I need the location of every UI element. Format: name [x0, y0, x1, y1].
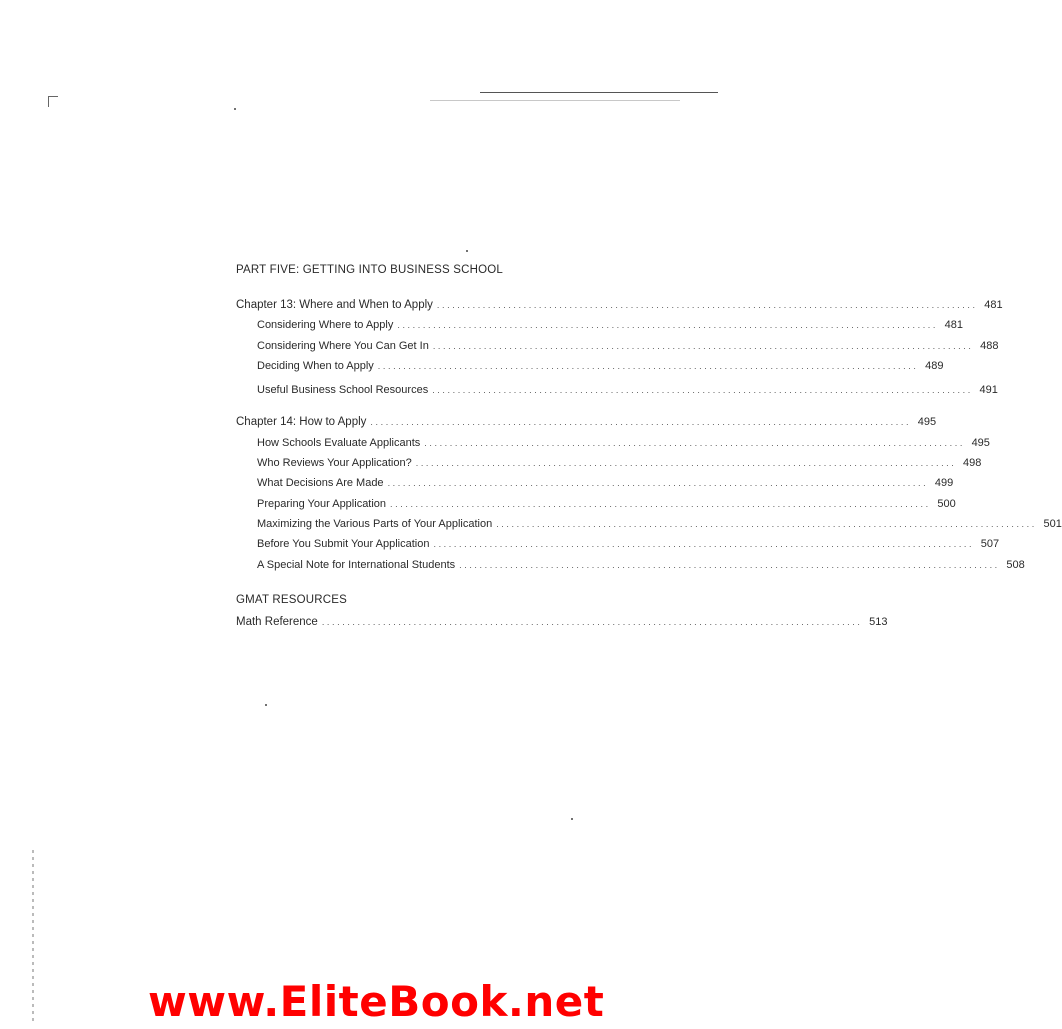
- toc-page-number: 513: [869, 615, 888, 628]
- toc-entry-label: Before You Submit Your Application: [257, 538, 430, 551]
- toc-page-number: 481: [984, 299, 1003, 311]
- toc-entry[interactable]: [236, 534, 1000, 554]
- toc-entry-label: Chapter 13: Where and When to Apply: [236, 299, 433, 311]
- scan-speck: [571, 818, 573, 820]
- scan-speck: [466, 250, 468, 252]
- dot-leader: ..........................................................................................................: [436, 300, 978, 310]
- toc-entry-label: Useful Business School Resources: [257, 384, 429, 397]
- toc-entry-label: What Decisions Are Made: [257, 477, 384, 490]
- dot-leader: ..........................................................................................................: [387, 478, 929, 489]
- toc-entry-label: How Schools Evaluate Applicants: [257, 436, 421, 449]
- dot-leader: ..........................................................................................................: [433, 539, 975, 550]
- toc-entry[interactable]: [236, 514, 1062, 534]
- toc-entry-label: Math Reference: [236, 615, 318, 628]
- toc-page-number: 491: [979, 384, 998, 397]
- toc-entry[interactable]: [236, 473, 954, 493]
- toc-entry[interactable]: [236, 433, 990, 453]
- dot-leader: ..........................................................................................................: [496, 518, 1037, 529]
- dot-leader: ..........................................................................................................: [459, 559, 1000, 570]
- toc-page-number: 488: [980, 339, 999, 352]
- dot-leader: ..........................................................................................................: [424, 437, 965, 448]
- toc-entry[interactable]: [236, 494, 956, 514]
- toc-entry-label: Considering Where to Apply: [257, 319, 394, 332]
- toc-page-number: 495: [917, 416, 937, 429]
- table-of-contents: [236, 262, 1062, 632]
- toc-page-number: 481: [944, 319, 964, 332]
- dot-leader: ..........................................................................................................: [415, 458, 957, 469]
- toc-entry[interactable]: [236, 315, 964, 335]
- toc-page-number: 501: [1043, 517, 1062, 530]
- scan-rule-line: [480, 92, 718, 93]
- part-heading: PART FIVE: GETTING INTO BUSINESS SCHOOL: [236, 264, 504, 276]
- toc-page-number: 499: [934, 477, 954, 490]
- scan-rule-faint: [430, 100, 680, 101]
- spacer: [236, 575, 680, 592]
- toc-math-reference[interactable]: [236, 612, 888, 632]
- toc-entry-label: Who Reviews Your Application?: [257, 457, 412, 470]
- toc-entry-label: Maximizing the Various Parts of Your Application: [257, 517, 493, 530]
- scan-speck: [234, 108, 236, 110]
- scan-corner-mark: [48, 96, 58, 107]
- toc-entry[interactable]: [236, 380, 998, 400]
- toc-page-number: 507: [980, 538, 1000, 551]
- toc-chapter-13[interactable]: [236, 295, 1003, 315]
- dot-leader: ..........................................................................................................: [390, 498, 931, 509]
- resources-heading: GMAT RESOURCES: [236, 593, 347, 606]
- toc-page-number: 508: [1006, 558, 1025, 571]
- toc-entry-label: A Special Note for International Students: [257, 558, 456, 571]
- watermark-link[interactable]: www.EliteBook.net: [148, 977, 605, 1026]
- dot-leader: ..........................................................................................................: [432, 385, 973, 396]
- toc-entry[interactable]: [236, 453, 982, 473]
- dot-leader: ..........................................................................................................: [370, 417, 912, 428]
- dot-leader: ..........................................................................................................: [321, 616, 863, 627]
- toc-entry-label: Preparing Your Application: [257, 497, 387, 510]
- dot-leader: ..........................................................................................................: [377, 360, 919, 371]
- toc-chapter-14[interactable]: [236, 412, 937, 432]
- dot-leader: ..........................................................................................................: [432, 340, 974, 351]
- toc-entry[interactable]: [236, 356, 944, 376]
- toc-entry[interactable]: [236, 336, 999, 356]
- toc-page-number: 495: [971, 436, 990, 449]
- toc-entry-label: Chapter 14: How to Apply: [236, 416, 367, 429]
- toc-entry-label: Considering Where You Can Get In: [257, 339, 429, 352]
- toc-page-number: 498: [963, 457, 982, 470]
- scan-speck: [265, 704, 267, 706]
- toc-entry-label: Deciding When to Apply: [257, 359, 374, 372]
- spacer: [236, 400, 680, 412]
- toc-page-number: 500: [937, 497, 956, 510]
- scan-edge-artifact: [32, 850, 34, 1025]
- toc-entry[interactable]: [236, 555, 1025, 575]
- toc-page-number: 489: [925, 359, 944, 372]
- dot-leader: ..........................................................................................................: [397, 320, 939, 331]
